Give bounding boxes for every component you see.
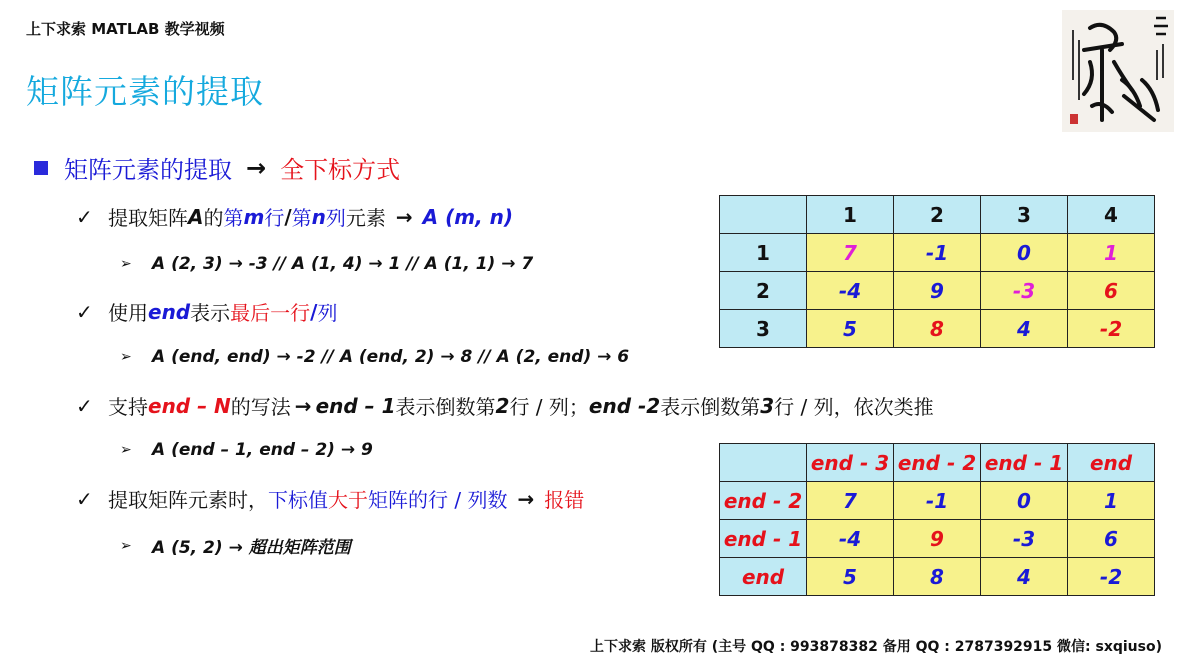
col-header: end - 3 (807, 444, 894, 482)
item3-text-1: 支持 (108, 395, 148, 419)
item1-blue-2: 行 (264, 206, 285, 230)
table-row (720, 310, 1155, 348)
item2-blue: 列 (317, 301, 338, 325)
table-cell: 6 (1068, 520, 1155, 558)
table-cell: 5 (807, 558, 894, 596)
table-cell: 1 (1068, 234, 1155, 272)
table-cell: -1 (894, 234, 981, 272)
checkmark-icon: ✓ (76, 204, 93, 229)
table-cell: 8 (894, 558, 981, 596)
row-header: 1 (720, 234, 807, 272)
item3-text-4: 行 / 列； (509, 395, 589, 419)
matrix-table-indices (719, 195, 1155, 348)
table-header-row (720, 196, 1155, 234)
table-cell: -1 (894, 482, 981, 520)
table-cell: 0 (981, 234, 1068, 272)
item3-text-3: 表示倒数第 (395, 395, 496, 419)
item1-result: A (m, n) (422, 204, 514, 229)
item2-end: end (148, 299, 191, 324)
item1-m: m (243, 204, 265, 229)
bullet-item-2 (76, 297, 337, 326)
sub-item-2-text: A (end, end) → -2 // A (end, 2) → 8 // A (2, end) → 6 (152, 347, 630, 367)
item1-blue-3: 第 (291, 206, 312, 230)
item3-red: end – N (148, 393, 231, 418)
table-corner (720, 444, 807, 482)
table-cell: 9 (894, 520, 981, 558)
item3-text-6: 行 / 列，依次类推 (774, 395, 934, 419)
table-cell: 0 (981, 482, 1068, 520)
col-header: end - 2 (894, 444, 981, 482)
sub-item-3 (120, 440, 373, 460)
table-cell: -2 (1068, 558, 1155, 596)
item1-text-2: 的 (203, 206, 224, 230)
table-cell: 4 (981, 558, 1068, 596)
col-header: 3 (981, 196, 1068, 234)
table-row (720, 272, 1155, 310)
arrow-icon: → (517, 486, 535, 511)
item2-red: 最后一行 (230, 301, 311, 325)
item2-text-1: 使用 (108, 301, 148, 325)
table-cell: -3 (981, 272, 1068, 310)
sub-item-4-text: A (5, 2) → 超出矩阵范围 (152, 538, 351, 558)
row-header: end - 1 (720, 520, 807, 558)
table-corner (720, 196, 807, 234)
table-cell: 6 (1068, 272, 1155, 310)
arrow-icon: → (395, 204, 413, 229)
col-header: end - 1 (981, 444, 1068, 482)
item3-end2: end -2 (588, 393, 661, 418)
row-header: 2 (720, 272, 807, 310)
page-title: 矩阵元素的提取 (26, 72, 264, 111)
table-cell: 7 (807, 234, 894, 272)
sub-item-2 (120, 347, 629, 367)
bullet-item-1 (76, 202, 513, 231)
sub-item-3-text: A (end – 1, end – 2) → 9 (152, 440, 373, 460)
item3-text-5: 表示倒数第 (660, 395, 761, 419)
arrow-icon: → (294, 393, 312, 418)
matrix-table-end-indices (719, 443, 1155, 596)
table-cell: -4 (807, 272, 894, 310)
table-cell: 1 (1068, 482, 1155, 520)
table-cell: -2 (1068, 310, 1155, 348)
col-header: 1 (807, 196, 894, 234)
table-cell: 8 (894, 310, 981, 348)
checkmark-icon: ✓ (76, 299, 93, 324)
item1-text-3: 元素 (345, 206, 386, 230)
sub-item-4 (120, 533, 351, 558)
level1-main: 矩阵元素的提取 (64, 156, 232, 184)
item3-num2: 3 (760, 393, 775, 418)
item1-n: n (311, 204, 326, 229)
sub-item-1-text: A (2, 3) → -3 // A (1, 4) → 1 // A (1, 1) → 7 (152, 254, 534, 274)
table-cell: -4 (807, 520, 894, 558)
item1-text-1: 提取矩阵 (108, 206, 188, 230)
header-text: 上下求索 MATLAB 教学视频 (26, 20, 225, 38)
row-header: end - 2 (720, 482, 807, 520)
checkmark-icon: ✓ (76, 486, 93, 511)
item1-sep: / (284, 204, 292, 229)
triangle-bullet-icon: ➢ (120, 349, 132, 365)
table-cell: -3 (981, 520, 1068, 558)
table-cell: 7 (807, 482, 894, 520)
row-header: 3 (720, 310, 807, 348)
col-header: 2 (894, 196, 981, 234)
table-cell: 9 (894, 272, 981, 310)
item4-blue-2: 矩阵的行 / 列数 (368, 488, 508, 512)
triangle-bullet-icon: ➢ (120, 256, 132, 272)
checkmark-icon: ✓ (76, 393, 93, 418)
table-row (720, 482, 1155, 520)
item1-blue-4: 列 (325, 206, 346, 230)
triangle-bullet-icon: ➢ (120, 442, 132, 458)
level1-heading (34, 150, 400, 185)
item4-error: 报错 (544, 488, 585, 512)
item4-red: 大于 (328, 488, 368, 512)
bullet-item-3 (76, 391, 934, 420)
bullet-item-4 (76, 484, 584, 513)
sub-item-1 (120, 254, 533, 274)
table-cell: 5 (807, 310, 894, 348)
item1-blue-1: 第 (223, 206, 244, 230)
item3-text-2: 的写法 (230, 395, 291, 419)
col-header: end (1068, 444, 1155, 482)
table-cell: 4 (981, 310, 1068, 348)
item2-sep: / (310, 299, 318, 324)
arrow-icon: → (246, 153, 267, 182)
table-header-row (720, 444, 1155, 482)
table-row (720, 558, 1155, 596)
square-bullet-icon (34, 161, 48, 175)
item3-end1: end – 1 (315, 393, 396, 418)
triangle-bullet-icon: ➢ (120, 537, 132, 554)
table-row (720, 520, 1155, 558)
footer-copyright: 上下求索 版权所有 (主号 QQ : 993878382 备用 QQ : 2787392915 微信: sxqiuso) (590, 639, 1162, 655)
level1-highlight: 全下标方式 (280, 156, 401, 184)
table-row (720, 234, 1155, 272)
item3-num1: 2 (495, 393, 510, 418)
calligraphy-seal-logo (1062, 10, 1174, 132)
item1-a: A (188, 204, 204, 229)
row-header: end (720, 558, 807, 596)
item4-text-1: 提取矩阵元素时， (108, 488, 268, 512)
item4-blue-1: 下标值 (268, 488, 328, 512)
col-header: 4 (1068, 196, 1155, 234)
item2-text-2: 表示 (190, 301, 231, 325)
